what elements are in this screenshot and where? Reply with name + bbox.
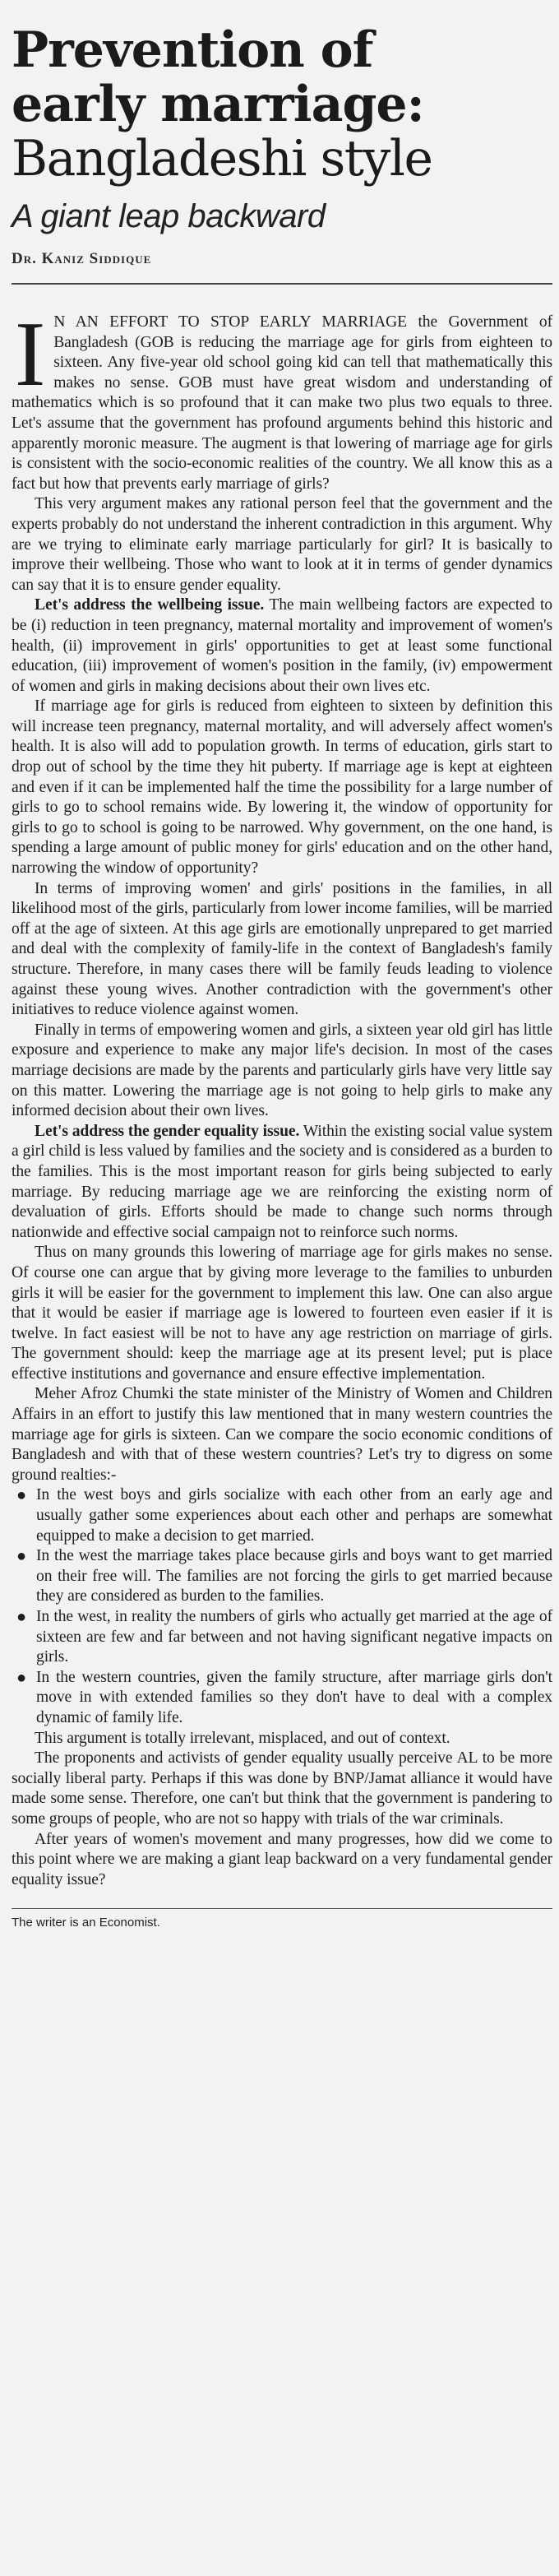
paragraph-11: The proponents and activists of gender equality usually perceive AL to be more socially liberal party. Perhaps if this was done by BNP/Jamat alliance it would have made some sense. Therefore, one can't but think that the government is pandering to some groups of people, who are not so happy with trials of the war criminals. bbox=[12, 1749, 552, 1828]
paragraph-3-text: The main wellbeing factors are expected to be (i) reduction in teen pregnancy, maternal mortality and improvement of women's health, (ii) improvement in girls' opportunities to get at least some functional education, (iii) improvement of women's position in the family, (iv) empowerment of women and girls in making decisions about their own lives etc. bbox=[12, 596, 552, 695]
article-body bbox=[12, 303, 552, 1890]
bullet-icon: ● bbox=[16, 1608, 26, 1626]
paragraph-8: Thus on many grounds this lowering of marriage age for girls makes no sense. Of course one can argue that by giving more leverage to the families to unburden girls it will be easier for the government to implement this law. One can also argue that it would be easier if marriage age is lowered to fourteen even easier if it is twelve. In fact easiest will be not to have any age restriction on marriage of girls. The government should: keep the marriage age at its present level; put is place effective institutions and governance and ensure effective implementation. bbox=[12, 1244, 552, 1383]
paragraph-2: This very argument makes any rational person feel that the government and the experts probably do not understand the inherent contradiction in this argument. Why are we trying to eliminate early marriage particularly for girl? It is basically to improve their wellbeing. Those who want to look at it in terms of gender dynamics can say that it is to ensure gender equality. bbox=[12, 495, 552, 594]
paragraph-1 bbox=[12, 303, 552, 494]
author-note: The writer is an Economist. bbox=[12, 1916, 160, 1930]
paragraph-10: This argument is totally irrelevant, misplaced, and out of context. bbox=[35, 1729, 450, 1747]
list-item bbox=[12, 1485, 552, 1546]
bullet-icon: ● bbox=[16, 1547, 26, 1566]
headline-line-2: early marriage: bbox=[12, 76, 424, 133]
wellbeing-heading: Let's address the wellbeing issue. bbox=[35, 596, 265, 614]
paragraph-12: After years of women's movement and many progresses, how did we come to this point where we are making a giant leap backward on a very fundamental gender equality issue? bbox=[12, 1830, 552, 1888]
subtitle: A giant leap backward bbox=[12, 198, 326, 234]
bullet-list bbox=[12, 1485, 552, 1728]
list-item-text: In the west boys and girls socialize with each other from an early age and usually gather some experiences about each other and perhaps are somewhat equipped to make a decision to get married. bbox=[36, 1486, 552, 1545]
list-item bbox=[12, 1607, 552, 1668]
paragraph-3 bbox=[12, 595, 552, 697]
headline bbox=[12, 23, 552, 186]
paragraph-4: If marriage age for girls is reduced from eighteen to sixteen by definition this will increase teen pregnancy, maternal mortality, and will adversely affect women's health. It is also will add to population growth. In terms of education, girls start to drop out of school by the time they hit puberty. If marriage age is kept at eighteen and even if it can be implemented half the time the possibility for a large number of girls to go to school remains wide. By lowering it, the window of opportunity for girls to go to school is going to be narrowed. Why government, on the one hand, is spending a large amount of public money for girls' education and on the other hand, narrowing the window of opportunity? bbox=[12, 697, 552, 878]
headline-line-1: Prevention of bbox=[12, 21, 373, 79]
footer-divider bbox=[12, 1908, 552, 1909]
paragraph-5: In terms of improving women' and girls' positions in the families, in all likelihood most of the girls, particularly from lower income families, will be married off at the age of sixteen. At this age girls are emotionally unprepared to get married and deal with the complexity of family-life in the context of Bangladesh's family structure. Therefore, in many cases there will be family feuds leading to violence against these young wives. Another contradiction with the government's other initiatives to reduce violence against women. bbox=[12, 879, 552, 1019]
header-divider bbox=[12, 283, 552, 285]
list-item-text: In the western countries, given the family structure, after marriage girls don't move in with extended families so they don't have to deal with a complex dynamic of family life. bbox=[36, 1668, 552, 1726]
gender-equality-heading: Let's address the gender equality issue. bbox=[35, 1122, 300, 1140]
paragraph-9: Meher Afroz Chumki the state minister of the Ministry of Women and Children Affairs in an effort to justify this law mentioned that in many western countries the marriage age for girls is sixteen. Can we compare the socio economic conditions of Bangladesh and with that of these western countries? Let's try to digress on some ground realties:- bbox=[12, 1385, 552, 1484]
list-item bbox=[12, 1546, 552, 1607]
drop-cap: I bbox=[15, 303, 46, 405]
headline-line-3: Bangladeshi style bbox=[12, 130, 432, 188]
paragraph-7 bbox=[12, 1122, 552, 1244]
list-item-text: In the west the marriage takes place because girls and boys want to get married on their free will. The families are not forcing the girls to get married because they are considered as burden to the families. bbox=[36, 1547, 552, 1605]
list-item bbox=[12, 1668, 552, 1729]
byline: Dr. Kaniz Siddique bbox=[12, 250, 152, 267]
lead-in: N AN EFFORT TO STOP EARLY MARRIAGE bbox=[53, 313, 408, 331]
paragraph-1-text: the Government of Bangladesh (GOB is reducing the marriage age for girls from eighteen to sixteen. Any five-year old school going kid can tell that mathematically this makes no sense. GOB must have great wisdom and understanding of mathematics which is so profound that it can make two plus two equals to three. Let's assume that the government has profound arguments behind this historic and apparently moronic measure. The augment is that lowering of marriage age for girls is consistent with the socio-economic realities of the country. We all know this as a fact but how that prevents early marriage of girls? bbox=[12, 313, 552, 493]
list-item-text: In the west, in reality the numbers of girls who actually get married at the age of sixteen are few and far between and not having significant negative impacts on girls. bbox=[36, 1608, 552, 1666]
bullet-icon: ● bbox=[16, 1486, 26, 1505]
paragraph-7-text: Within the existing social value system a girl child is less valued by families and the society and is considered as a burden to the families. This is the most important reason for girls being subjected to early marriage. By reducing marriage age we are reinforcing the existing norm of devaluation of girls. Efforts should be made to change such norms through nationwide and effective social campaign not to reinforce such norms. bbox=[12, 1122, 552, 1241]
bullet-icon: ● bbox=[16, 1668, 26, 1687]
paragraph-6: Finally in terms of empowering women and girls, a sixteen year old girl has little exposure and experience to make any major life's decision. In most of the cases marriage decisions are made by the parents and particularly girls have very little say on this matter. Lowering the marriage age is not going to help girls to make any informed decision about their own lives. bbox=[12, 1021, 552, 1120]
